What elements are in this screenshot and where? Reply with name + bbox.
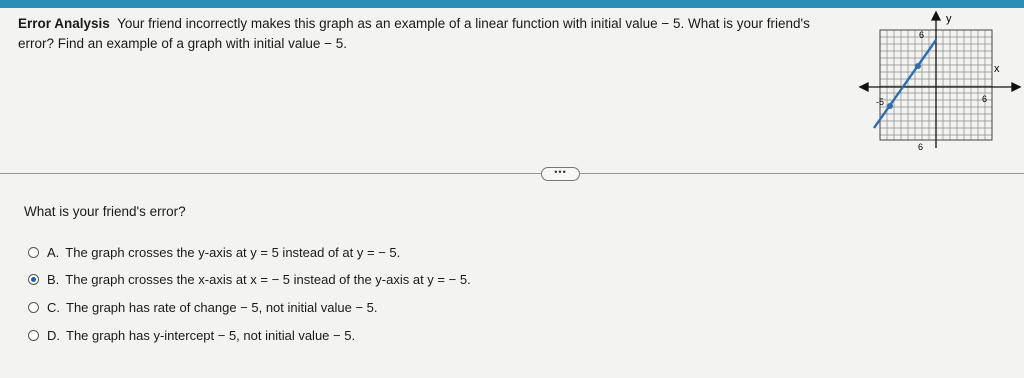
linear-graph	[858, 8, 1024, 152]
radio-button-d[interactable]	[28, 330, 39, 341]
option-d[interactable]	[28, 328, 355, 343]
question-line2: error? Find an example of a graph with initial value − 5.	[18, 36, 348, 51]
tick-label-top: 6	[919, 30, 925, 40]
question-title: Error Analysis	[18, 16, 110, 31]
option-a-letter: A.	[47, 245, 60, 260]
option-d-text: The graph has y-intercept − 5, not initial value − 5.	[66, 328, 356, 343]
graph-axes	[860, 12, 1020, 148]
option-c[interactable]	[28, 300, 378, 315]
radio-button-b-selected[interactable]	[28, 274, 39, 285]
question-line1: Your friend incorrectly makes this graph as an example of a linear function with initial value − 5. What is your friend's	[117, 16, 810, 31]
option-a[interactable]	[28, 245, 400, 260]
question-prompt: What is your friend's error?	[24, 204, 186, 219]
option-c-text: The graph has rate of change − 5, not initial value − 5.	[66, 300, 378, 315]
radio-button-c[interactable]	[28, 302, 39, 313]
option-d-letter: D.	[47, 328, 60, 343]
more-button[interactable]: •••	[541, 167, 580, 181]
y-axis-label: y	[946, 13, 952, 25]
top-accent-bar	[0, 0, 1024, 8]
option-b-letter: B.	[47, 272, 60, 287]
section-divider	[0, 173, 1024, 174]
question-text	[18, 14, 838, 54]
radio-button-a[interactable]	[28, 247, 39, 258]
option-b-text: The graph crosses the x-axis at x = − 5 instead of the y-axis at y = − 5.	[65, 272, 471, 287]
option-a-text: The graph crosses the y-axis at y = 5 instead of at y = − 5.	[65, 245, 401, 260]
tick-label-bottom: 6	[918, 142, 924, 152]
graph-line	[874, 40, 936, 128]
x-axis-label: x	[994, 63, 1000, 75]
tick-label-right: 6	[982, 94, 988, 104]
tick-label-left: -5	[876, 97, 885, 107]
option-c-letter: C.	[47, 300, 60, 315]
option-b[interactable]	[28, 272, 471, 287]
